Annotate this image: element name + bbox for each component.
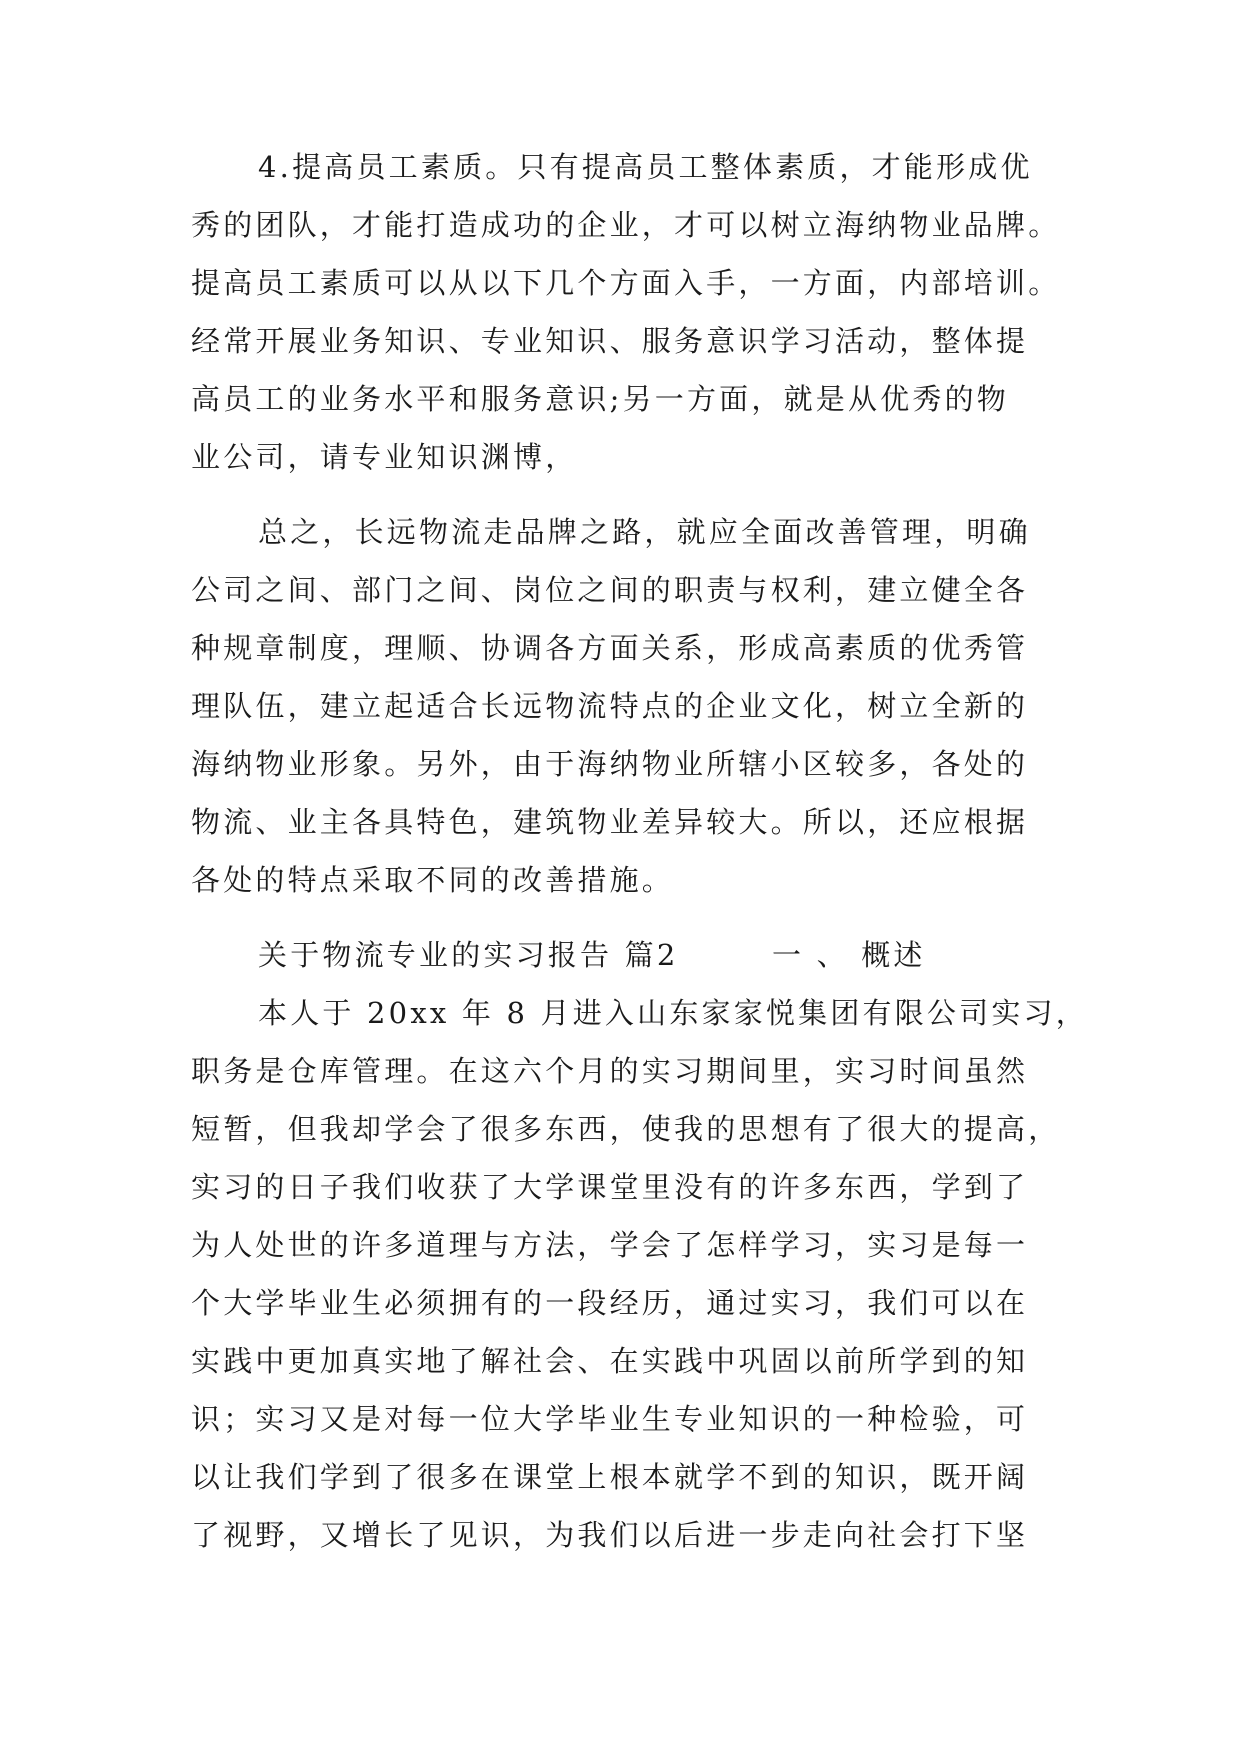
text-line: 以让我们学到了很多在课堂上根本就学不到的知识，既开阔 bbox=[191, 1460, 1029, 1494]
text-line: 秀的团队，才能打造成功的企业，才可以树立海纳物业品牌。 bbox=[191, 208, 1061, 242]
text-line: 公司之间、部门之间、岗位之间的职责与权利，建立健全各 bbox=[191, 573, 1029, 607]
text-line: 本人于 20xx 年 8 月进入山东家家悦集团有限公司实习， bbox=[258, 996, 1088, 1030]
section-title: 一 、 概述 bbox=[772, 938, 926, 972]
text-line: 物流、业主各具特色，建筑物业差异较大。所以，还应根据 bbox=[191, 805, 1029, 839]
text-line: 4.提高员工素质。只有提高员工整体素质，才能形成优 bbox=[258, 150, 1033, 184]
text-line: 高员工的业务水平和服务意识;另一方面，就是从优秀的物 bbox=[191, 382, 1009, 416]
text-line: 理队伍，建立起适合长远物流特点的企业文化，树立全新的 bbox=[191, 689, 1029, 723]
text-line: 总之，长远物流走品牌之路，就应全面改善管理，明确 bbox=[258, 515, 1031, 549]
text-line: 了视野，又增长了见识，为我们以后进一步走向社会打下坚 bbox=[191, 1518, 1029, 1552]
text-line: 提高员工素质可以从以下几个方面入手，一方面，内部培训。 bbox=[191, 266, 1061, 300]
text-line: 实习的日子我们收获了大学课堂里没有的许多东西，学到了 bbox=[191, 1170, 1029, 1204]
report-title: 关于物流专业的实习报告 篇2 bbox=[258, 938, 679, 972]
text-line: 个大学毕业生必须拥有的一段经历，通过实习，我们可以在 bbox=[191, 1286, 1029, 1320]
text-line: 识；实习又是对每一位大学毕业生专业知识的一种检验，可 bbox=[191, 1402, 1029, 1436]
text-line: 海纳物业形象。另外，由于海纳物业所辖小区较多，各处的 bbox=[191, 747, 1029, 781]
text-line: 各处的特点采取不同的改善措施。 bbox=[191, 863, 675, 897]
text-line: 为人处世的许多道理与方法，学会了怎样学习，实习是每一 bbox=[191, 1228, 1029, 1262]
text-line: 业公司，请专业知识渊博， bbox=[191, 440, 578, 474]
text-line: 短暂，但我却学会了很多东西，使我的思想有了很大的提高， bbox=[191, 1112, 1061, 1146]
text-line: 职务是仓库管理。在这六个月的实习期间里，实习时间虽然 bbox=[191, 1054, 1029, 1088]
text-line: 种规章制度，理顺、协调各方面关系，形成高素质的优秀管 bbox=[191, 631, 1029, 665]
text-line: 实践中更加真实地了解社会、在实践中巩固以前所学到的知 bbox=[191, 1344, 1029, 1378]
text-line: 经常开展业务知识、专业知识、服务意识学习活动，整体提 bbox=[191, 324, 1029, 358]
